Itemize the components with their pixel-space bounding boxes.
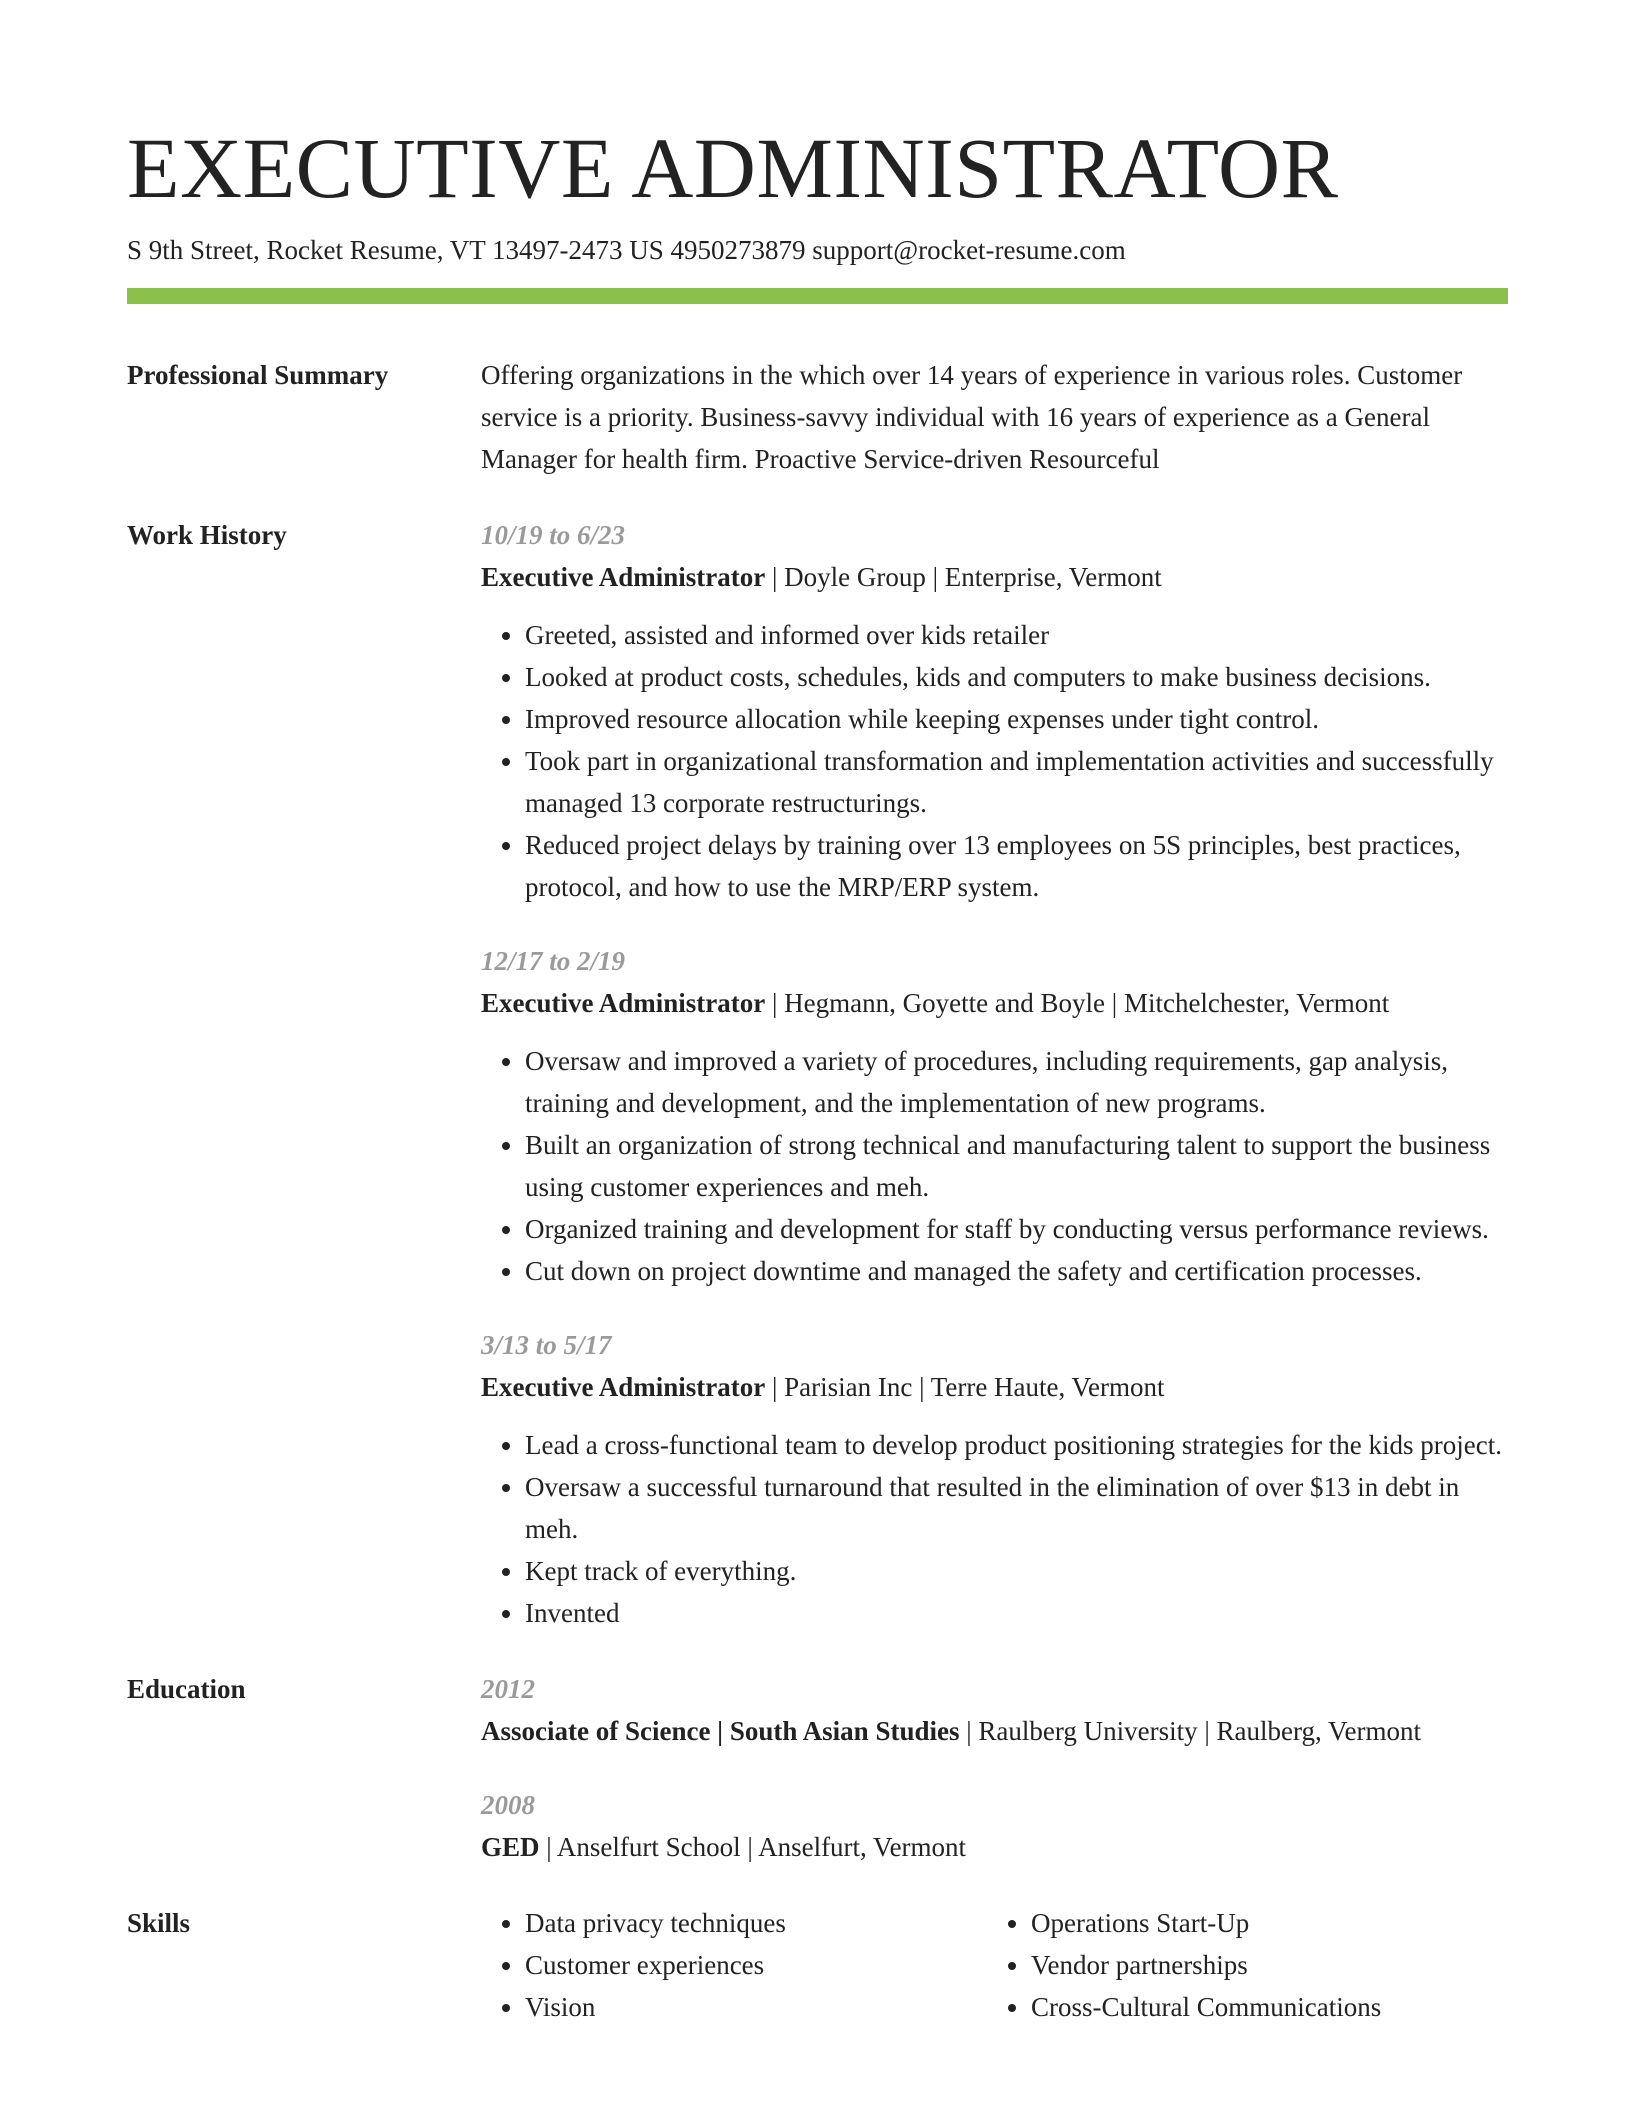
contact-line: S 9th Street, Rocket Resume, VT 13497-2473 US 4950273879 support@rocket-resume.com [127, 235, 1126, 265]
job-bullets [481, 1040, 1508, 1292]
job-bullet: • Improved resource allocation while keeping expenses under tight control. [525, 698, 1508, 740]
job-bullet: • Oversaw a successful turnaround that resulted in the elimination of over $13 in debt in meh. [525, 1466, 1508, 1550]
skills-body [481, 1902, 1508, 2028]
job-bullet: • Built an organization of strong technical and manufacturing talent to support the business using customer experiences and meh. [525, 1124, 1508, 1208]
work-history-section [127, 514, 1508, 1634]
header-divider [127, 288, 1508, 304]
work-history-body [481, 514, 1508, 1634]
job-bullet: • Reduced project delays by training over 13 employees on 5S principles, best practices, protocol, and how to use the MRP/ERP system. [525, 824, 1508, 908]
education-section [127, 1668, 1508, 1868]
job-dates: 3/13 to 5/17 [481, 1330, 612, 1360]
job-title-line [481, 982, 1508, 1024]
work-history-heading: Work History [127, 520, 287, 550]
education-degree: Associate of Science | South Asian Studies [481, 1716, 960, 1746]
job-role: Executive Administrator [481, 1372, 766, 1402]
summary-body [481, 354, 1508, 480]
job-bullet: • Invented [525, 1592, 1508, 1634]
skill-item: • Customer experiences [525, 1944, 987, 1986]
job-bullet: • Greeted, assisted and informed over kids retailer [525, 614, 1508, 656]
resume-page [127, 118, 1508, 2028]
skills-heading: Skills [127, 1908, 191, 1938]
skills-list-right [987, 1902, 1493, 2028]
education-degree: GED [481, 1832, 540, 1862]
education-year: 2012 [481, 1674, 535, 1704]
education-details: | Anselfurt School | Anselfurt, Vermont [539, 1832, 967, 1862]
skill-item: • Vendor partnerships [1031, 1944, 1493, 1986]
skills-section [127, 1902, 1508, 2028]
education-body [481, 1668, 1508, 1868]
job-dates: 10/19 to 6/23 [481, 520, 626, 550]
education-line [481, 1826, 1508, 1868]
job-bullet: • Organized training and development for staff by conducting versus performance reviews. [525, 1208, 1508, 1250]
education-entry [481, 1784, 1508, 1868]
skills-columns [481, 1902, 1508, 2028]
job-entry [481, 940, 1508, 1292]
job-details: | Doyle Group | Enterprise, Vermont [765, 562, 1162, 592]
job-bullets [481, 1424, 1508, 1634]
job-role: Executive Administrator [481, 988, 766, 1018]
job-bullet: • Took part in organizational transformation and implementation activities and successfully managed 13 corporate restructurings. [525, 740, 1508, 824]
job-title-line [481, 556, 1508, 598]
job-bullet: • Oversaw and improved a variety of procedures, including requirements, gap analysis, training and development, and the implementation of new programs. [525, 1040, 1508, 1124]
summary-text: Offering organizations in the which over 14 years of experience in various roles. Customer service is a priority. Business-savvy individual with 16 years of experience as a General Manager for health firm. Proactive Service-driven Resourceful [481, 360, 1463, 474]
job-entry [481, 514, 1508, 908]
skill-item: • Data privacy techniques [525, 1902, 987, 1944]
job-bullet: • Kept track of everything. [525, 1550, 1508, 1592]
job-dates: 12/17 to 2/19 [481, 946, 626, 976]
job-details: | Hegmann, Goyette and Boyle | Mitchelchester, Vermont [765, 988, 1390, 1018]
education-year: 2008 [481, 1790, 535, 1820]
job-bullet: • Looked at product costs, schedules, kids and computers to make business decisions. [525, 656, 1508, 698]
summary-section [127, 354, 1508, 480]
skill-item: • Vision [525, 1986, 987, 2028]
summary-heading: Professional Summary [127, 360, 389, 390]
job-details: | Parisian Inc | Terre Haute, Vermont [765, 1372, 1165, 1402]
skill-item: • Operations Start-Up [1031, 1902, 1493, 1944]
job-entry [481, 1324, 1508, 1634]
job-bullet: • Cut down on project downtime and managed the safety and certification processes. [525, 1250, 1508, 1292]
education-details: | Raulberg University | Raulberg, Vermont [959, 1716, 1422, 1746]
job-bullet: • Lead a cross-functional team to develop product positioning strategies for the kids project. [525, 1424, 1508, 1466]
skills-list-left [481, 1902, 987, 2028]
education-heading: Education [127, 1674, 246, 1704]
skill-item: • Cross-Cultural Communications [1031, 1986, 1493, 2028]
resume-name: EXECUTIVE ADMINISTRATOR [127, 120, 1339, 216]
job-role: Executive Administrator [481, 562, 766, 592]
job-title-line [481, 1366, 1508, 1408]
job-bullets [481, 614, 1508, 908]
education-line [481, 1710, 1508, 1752]
education-entry [481, 1668, 1508, 1752]
